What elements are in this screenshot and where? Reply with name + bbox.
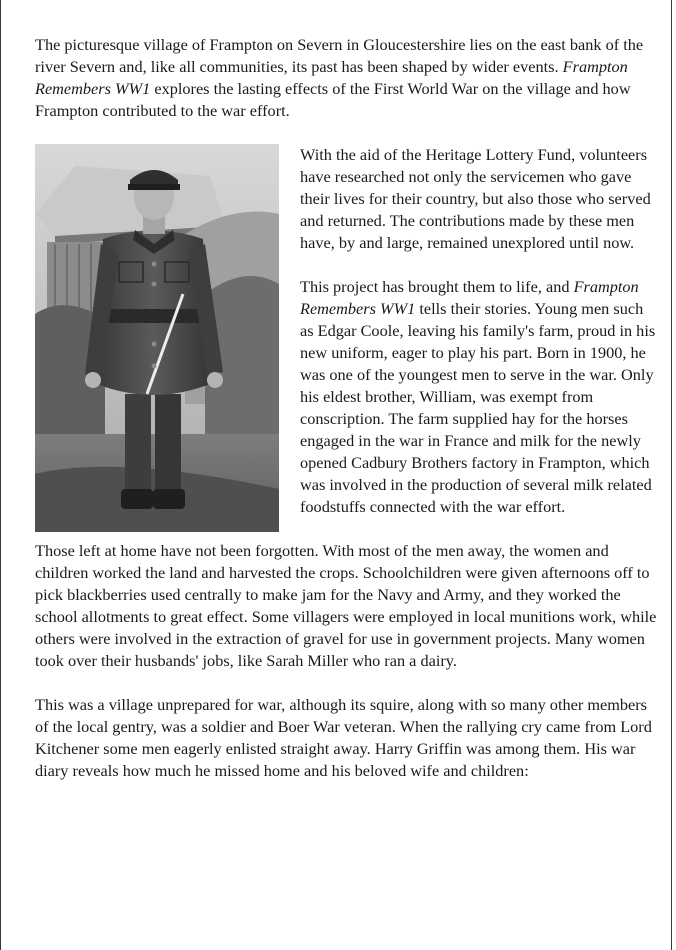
article-body xyxy=(35,34,657,804)
paragraph-home-front: Those left at home have not been forgotten. With most of the men away, the women and children worked the land and harvested the crops. Schoolchildren were given afternoons off to pick blackberries used centrally to make jam for the Navy and Army, and they worked the school allotments to great effect. Some villagers were employed in local munitions work, while others were involved in the extraction of gravel for use in government projects. Many women took over their husbands' jobs, like Sarah Miller who ran a dairy. xyxy=(35,541,657,670)
project-text-start: This project has brought them to life, and xyxy=(300,277,574,296)
book-title-italic: Frampton Remembers WW1 xyxy=(300,277,639,318)
paragraph-heritage-fund: With the aid of the Heritage Lottery Fund, volunteers have researched not only the servicemen who gave their lives for their country, but also those who served and returned. The contributions made by these men have, by and large, remained unexplored until now. xyxy=(300,145,651,252)
intro-text-start: The picturesque village of Frampton on Severn in Gloucestershire lies on the east bank of the river Severn and, like all communities, its past has been shaped by wider events. xyxy=(35,35,644,76)
paragraph-unprepared: This was a village unprepared for war, although its squire, along with so many other members of the local gentry, was a soldier and Boer War veteran. When the rallying cry came from Lord Kitchener some men eagerly enlisted straight away. Harry Griffin was among them. His war diary reveals how much he missed home and his beloved wife and children: xyxy=(35,695,652,780)
project-text-end: tells their stories. Young men such as Edgar Coole, leaving his family's farm, proud in his new uniform, eager to play his part. Born in 1900, he was one of the youngest men to serve in the war. Only his eldest brother, William, was exempt from conscription. The farm supplied hay for the horses engaged in the war in France and milk for the newly opened Cadbury Brothers factory in Frampton, which was involved in the production of several milk related foodstuffs connected with the war effort. xyxy=(300,299,656,516)
soldier-photo xyxy=(35,144,279,532)
paragraph-intro xyxy=(35,34,657,122)
intro-text-end: explores the lasting effects of the First World War on the village and how Frampton contributed to the war effort. xyxy=(35,79,631,120)
soldier-photo-image xyxy=(35,144,279,532)
book-title-italic: Frampton Remembers WW1 xyxy=(35,57,628,98)
